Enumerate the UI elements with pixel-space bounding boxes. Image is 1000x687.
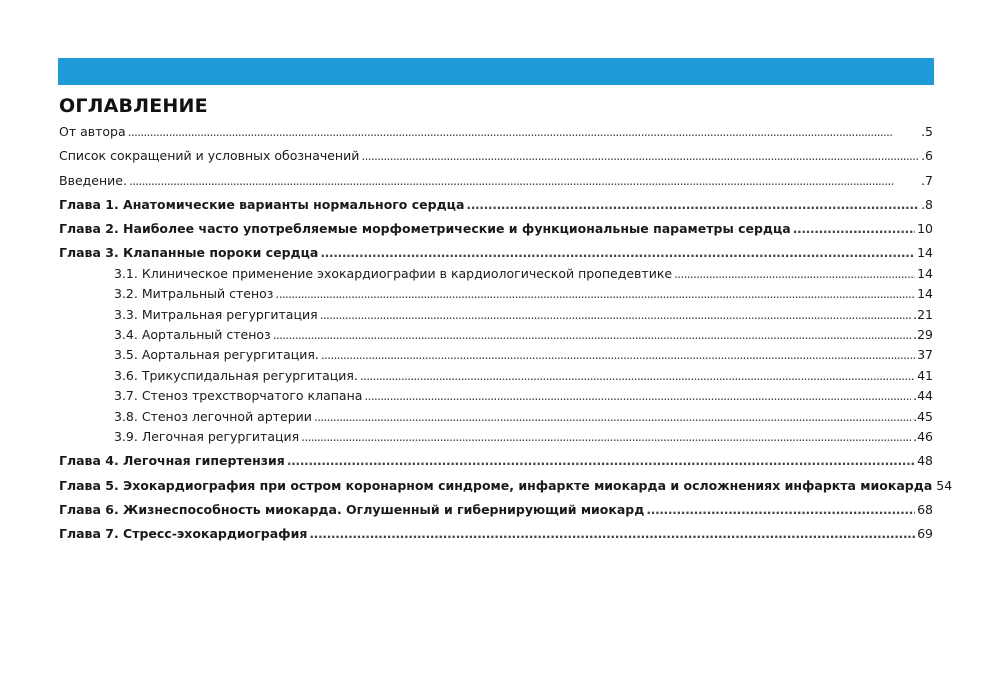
toc-entry-title: Глава 3. Клапанные пороки сердца bbox=[59, 245, 319, 261]
toc-section-3-5[interactable] bbox=[59, 348, 933, 368]
toc-entry-page: .44 bbox=[913, 388, 933, 404]
toc-entry-title: 3.5. Аортальная регургитация. bbox=[114, 347, 319, 363]
toc-chapter-3[interactable] bbox=[59, 246, 933, 266]
toc-chapter-5[interactable] bbox=[59, 477, 953, 503]
toc-entry-page: .8 bbox=[921, 196, 933, 212]
toc-entry-abbreviations[interactable] bbox=[59, 149, 933, 173]
dot-leader bbox=[314, 410, 911, 424]
toc-entry-title: 3.8. Стеноз легочной артерии bbox=[114, 408, 312, 424]
toc-entry-page: .46 bbox=[913, 429, 933, 444]
dot-leader bbox=[320, 246, 915, 260]
toc-entry-page: .21 bbox=[913, 306, 933, 322]
toc-entry-title: 3.6. Трикуспидальная регургитация. bbox=[114, 367, 358, 383]
toc-entry-page: .6 bbox=[921, 148, 933, 164]
toc-entry-title: 3.4. Аортальный стеноз bbox=[114, 327, 271, 343]
toc-entry-title: От автора bbox=[59, 124, 126, 139]
toc-entry-page: 54 bbox=[936, 477, 953, 493]
toc-section-3-2[interactable] bbox=[59, 287, 933, 307]
toc-section-3-1[interactable] bbox=[59, 267, 933, 287]
dot-leader bbox=[275, 287, 915, 301]
toc-section-3-4[interactable] bbox=[59, 328, 933, 348]
toc-entry-page: 14 bbox=[917, 245, 933, 261]
toc-entry-title: Глава 6. Жизнеспособность миокарда. Оглушенный и гибернирующий миокард bbox=[59, 501, 645, 517]
toc-entry-page: 41 bbox=[917, 367, 933, 383]
page-title: ОГЛАВЛЕНИЕ bbox=[59, 95, 208, 117]
toc-entry-title: 3.1. Клиническое применение эхокардиографии в кардиологической пропедевтике bbox=[114, 265, 673, 281]
dot-leader bbox=[128, 125, 919, 139]
toc-entry-title: 3.3. Митральная регургитация bbox=[114, 306, 318, 322]
toc-entry-page: 10 bbox=[917, 221, 933, 237]
toc-chapter-2[interactable] bbox=[59, 222, 933, 246]
dot-leader bbox=[301, 430, 911, 444]
toc-chapter-1[interactable] bbox=[59, 198, 933, 222]
toc-entry-title: Глава 1. Анатомические варианты нормального сердца bbox=[59, 196, 465, 212]
dot-leader bbox=[129, 174, 919, 188]
toc-entry-introduction[interactable] bbox=[59, 174, 933, 198]
toc-chapter-4[interactable] bbox=[59, 454, 933, 478]
toc-section-3-8[interactable] bbox=[59, 410, 933, 430]
dot-leader bbox=[361, 149, 919, 163]
dot-leader bbox=[287, 454, 915, 468]
toc-entry-page: 14 bbox=[917, 286, 933, 302]
toc-entry-page: .45 bbox=[913, 408, 933, 424]
dot-leader bbox=[364, 389, 911, 403]
header-accent-bar bbox=[58, 58, 934, 85]
dot-leader bbox=[646, 503, 915, 517]
toc-entry-title: Введение. bbox=[59, 172, 127, 188]
toc-entry-page: 14 bbox=[917, 265, 933, 281]
toc-section-3-3[interactable] bbox=[59, 308, 933, 328]
toc-entry-title: 3.7. Стеноз трехстворчатого клапана bbox=[114, 388, 363, 404]
toc-entry-title: Глава 5. Эхокардиография при остром коронарном синдроме, инфаркте миокарда и осложнениях инфаркта миокарда bbox=[59, 477, 933, 493]
toc-entry-title: Глава 7. Стресс-эхокардиография bbox=[59, 526, 308, 542]
dot-leader bbox=[360, 369, 915, 383]
toc-entry-from-author[interactable] bbox=[59, 125, 933, 149]
toc-entry-page: 48 bbox=[917, 453, 933, 469]
toc-section-3-9[interactable] bbox=[59, 430, 933, 450]
toc-entry-page: 68 bbox=[917, 501, 933, 517]
dot-leader bbox=[466, 198, 919, 212]
dot-leader bbox=[320, 308, 912, 322]
dot-leader bbox=[273, 328, 911, 342]
toc-entry-page: .7 bbox=[921, 172, 933, 188]
toc-entry-title: Список сокращений и условных обозначений bbox=[59, 148, 360, 164]
toc-section-3-7[interactable] bbox=[59, 389, 933, 409]
toc-chapter-7[interactable] bbox=[59, 527, 933, 551]
toc-entry-page: 37 bbox=[917, 347, 933, 363]
table-of-contents bbox=[59, 124, 953, 552]
toc-chapter-6[interactable] bbox=[59, 503, 933, 527]
toc-entry-page: .29 bbox=[913, 327, 933, 343]
toc-entry-title: Глава 2. Наиболее часто употребляемые морфометрические и функциональные параметры сердца bbox=[59, 221, 791, 237]
dot-leader bbox=[793, 222, 915, 236]
toc-entry-page: .5 bbox=[921, 124, 933, 139]
toc-section-3-6[interactable] bbox=[59, 369, 933, 389]
dot-leader bbox=[674, 267, 915, 281]
toc-entry-page: 69 bbox=[917, 526, 933, 542]
dot-leader bbox=[309, 527, 915, 541]
dot-leader bbox=[321, 348, 915, 362]
toc-entry-title: 3.2. Митральный стеноз bbox=[114, 286, 274, 302]
toc-entry-title: 3.9. Легочная регургитация bbox=[114, 429, 300, 444]
toc-entry-title: Глава 4. Легочная гипертензия bbox=[59, 453, 285, 469]
